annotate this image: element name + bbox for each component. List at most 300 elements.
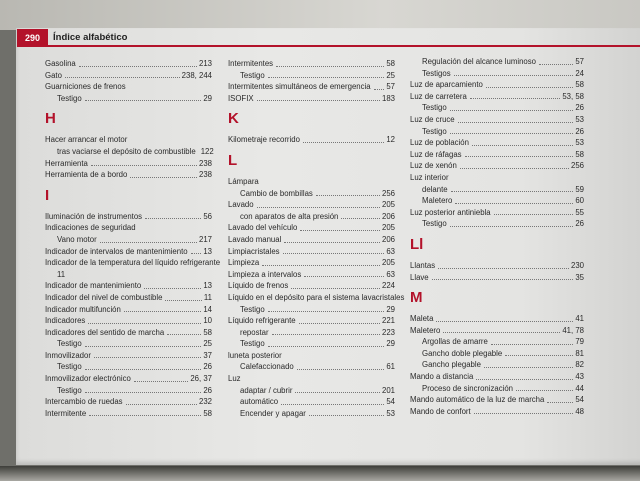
entry-page: 13: [203, 246, 212, 256]
entry-page: 122: [200, 146, 214, 156]
index-entry: [228, 269, 395, 281]
dot-leader: [144, 280, 201, 289]
index-entry: [228, 211, 395, 223]
dot-leader: [443, 325, 560, 334]
dot-leader: [262, 176, 393, 185]
dot-leader: [470, 91, 561, 100]
index-entry: [228, 199, 395, 211]
entry-page: 53, 58: [562, 91, 584, 101]
entry-term: Maleta: [410, 314, 434, 324]
entry-page: 56: [203, 211, 212, 221]
dot-leader: [432, 272, 574, 281]
entry-term: Llave: [410, 272, 429, 282]
index-entry: [45, 292, 212, 304]
entry-term: Proceso de sincronización: [422, 383, 514, 393]
entry-page: 54: [386, 397, 395, 407]
index-entry: [410, 260, 584, 272]
entry-term: Testigo: [57, 385, 82, 395]
dot-leader: [65, 70, 180, 79]
entry-term: adaptar / cubrir: [240, 385, 293, 395]
index-entry: [410, 172, 584, 184]
dot-leader: [303, 134, 384, 143]
entry-page: 26: [575, 126, 584, 136]
entry-term: Calefaccionado: [240, 362, 294, 372]
index-entry: [45, 169, 212, 181]
entry-term: Mando a distancia: [410, 372, 474, 382]
entry-page: 29: [386, 304, 395, 314]
dot-leader: [88, 315, 201, 324]
entry-term: Indicador del nivel de combustible: [45, 292, 163, 302]
index-column-1: [45, 58, 221, 419]
entry-page: 53: [575, 138, 584, 148]
entry-term: Gancho doble plegable: [422, 348, 503, 358]
entry-term: Limpiacristales: [228, 246, 280, 256]
entry-page: 26, 37: [190, 374, 212, 384]
index-entry: [410, 68, 584, 80]
entry-term: Testigo: [57, 339, 82, 349]
entry-page: 41: [575, 314, 584, 324]
header-rule: [48, 45, 640, 47]
entry-term: Lavado del vehículo: [228, 223, 298, 233]
index-entry: [228, 81, 395, 93]
index-entry: [410, 160, 584, 172]
entry-term: Luz interior: [410, 172, 449, 182]
index-entry: [45, 338, 212, 350]
index-entry: [228, 176, 395, 188]
entry-term: Regulación del alcance luminoso: [422, 57, 536, 66]
entry-term: Maletero: [410, 325, 441, 335]
index-entry: [228, 361, 395, 373]
entry-term: Intercambio de ruedas: [45, 397, 123, 407]
index-entry: [45, 246, 212, 258]
dot-leader: [455, 195, 573, 204]
index-entry: [45, 385, 212, 397]
index-entry: [45, 58, 212, 70]
section-letter: K: [228, 110, 239, 128]
section-letter: H: [45, 110, 56, 128]
dot-leader: [472, 137, 573, 146]
entry-term: Lavado manual: [228, 234, 282, 244]
entry-page: 217: [198, 234, 212, 244]
entry-page: 205: [381, 258, 395, 268]
index-entry: [228, 246, 395, 258]
index-entry: [45, 158, 212, 170]
index-entry: [228, 304, 395, 316]
index-entry: [410, 102, 584, 114]
entry-term: Testigo: [240, 339, 265, 349]
entry-term: Testigos: [422, 68, 451, 78]
entry-term: automático: [240, 397, 279, 407]
entry-term: Mando automático de la luz de marcha: [410, 395, 545, 405]
dot-leader: [450, 218, 574, 227]
index-entry: [410, 195, 584, 207]
entry-page: 205: [381, 223, 395, 233]
dot-leader: [191, 246, 202, 255]
index-entry: [228, 396, 395, 408]
dot-leader: [486, 79, 573, 88]
entry-term: 11: [57, 269, 66, 279]
entry-term: Indicadores: [45, 316, 86, 326]
dot-leader: [505, 348, 573, 357]
entry-page: 79: [575, 337, 584, 347]
entry-term: Luz de población: [410, 138, 469, 148]
dot-leader: [126, 396, 197, 405]
index-entry: [45, 280, 212, 292]
entry-term: Limpieza: [228, 258, 260, 268]
entry-term: Gato: [45, 70, 62, 80]
dot-leader: [452, 172, 582, 181]
entry-term: delante: [422, 184, 448, 194]
entry-term: ISOFIX: [228, 93, 254, 103]
dot-leader: [244, 373, 393, 382]
index-entry: [228, 408, 395, 420]
index-entry: [410, 313, 584, 325]
index-entry: [45, 146, 212, 158]
index-entry: [228, 292, 405, 304]
entry-term: con aparatos de alta presión: [240, 211, 339, 221]
index-entry: [45, 396, 212, 408]
entry-term: Guarniciones de frenos: [45, 82, 126, 92]
index-entry: [228, 373, 395, 385]
index-entry: [228, 385, 395, 397]
entry-page: 60: [575, 196, 584, 206]
entry-page: 224: [381, 281, 395, 291]
entry-page: 26: [575, 219, 584, 229]
entry-term: Lámpara: [228, 176, 259, 186]
entry-page: 26: [203, 385, 212, 395]
entry-page: 13: [203, 281, 212, 291]
entry-page: 41, 78: [562, 325, 584, 335]
dot-leader: [484, 359, 573, 368]
entry-term: Maletero: [422, 196, 453, 206]
index-column-3: [410, 56, 584, 417]
entry-page: 53: [386, 408, 395, 418]
entry-page: 29: [203, 93, 212, 103]
entry-page: 61: [386, 362, 395, 372]
entry-term: Lavado: [228, 200, 254, 210]
entry-page: 57: [575, 57, 584, 66]
index-entry: [228, 280, 395, 292]
entry-term: Luz de ráfagas: [410, 149, 462, 159]
index-entry: [410, 348, 584, 360]
entry-page: 206: [381, 234, 395, 244]
entry-page: 25: [386, 70, 395, 80]
dot-leader: [454, 68, 574, 77]
index-entry: [45, 93, 212, 105]
dot-leader: [94, 350, 201, 359]
entry-term: Encender y apagar: [240, 408, 306, 418]
index-entry: [228, 134, 395, 146]
dot-leader: [474, 406, 574, 415]
dot-leader: [491, 336, 573, 345]
entry-term: tras vaciarse el depósito de combustible: [57, 146, 196, 156]
dot-leader: [450, 102, 574, 111]
dot-leader: [268, 304, 385, 313]
dot-leader: [436, 313, 573, 322]
entry-page: 26: [575, 103, 584, 113]
index-column-2: [228, 58, 405, 419]
entry-page: 232: [198, 397, 212, 407]
dot-leader: [262, 257, 380, 266]
page-title: Índice alfabético: [53, 32, 128, 43]
dot-leader: [547, 394, 573, 403]
index-entry: [410, 114, 584, 126]
index-entry: [228, 257, 395, 269]
dot-leader: [257, 199, 380, 208]
entry-term: Líquido refrigerante: [228, 316, 296, 326]
entry-page: 223: [381, 327, 395, 337]
entry-page: 230: [570, 260, 584, 270]
dot-leader: [476, 371, 573, 380]
index-entry: [228, 188, 395, 200]
index-entry: [410, 137, 584, 149]
index-entry: [45, 70, 212, 82]
index-entry: [45, 304, 212, 316]
entry-term: Luz posterior antiniebla: [410, 207, 491, 217]
index-entry: [410, 126, 584, 138]
entry-page: 14: [203, 304, 212, 314]
dot-leader: [291, 280, 380, 289]
section-letter: L: [228, 151, 238, 169]
dot-leader: [300, 222, 380, 231]
index-entry: [45, 81, 212, 93]
entry-term: Testigo: [422, 126, 447, 136]
entry-page: 238, 244: [181, 70, 212, 80]
dot-leader: [460, 160, 569, 169]
dot-leader: [438, 260, 569, 269]
entry-term: Intermitentes simultáneos de emergencia: [228, 82, 371, 92]
dot-leader: [297, 361, 385, 370]
entry-term: Cambio de bombillas: [240, 188, 313, 198]
entry-term: Hacer arrancar el motor: [45, 135, 128, 145]
dot-leader: [130, 134, 210, 143]
table-surface: [0, 466, 640, 481]
page-number: 290: [17, 29, 48, 47]
entry-term: Testigo: [422, 219, 447, 229]
dot-leader: [316, 188, 380, 197]
entry-page: 57: [386, 82, 395, 92]
entry-term: Inmovilizador: [45, 350, 91, 360]
entry-page: 213: [198, 59, 212, 68]
section-letter: Ll: [410, 235, 424, 253]
entry-term: Líquido de frenos: [228, 281, 289, 291]
index-entry: [410, 207, 584, 219]
index-entry: [45, 134, 212, 146]
entry-term: Testigo: [57, 93, 82, 103]
index-entry: [45, 350, 212, 362]
entry-term: Líquido en el depósito para el sistema lavacristales: [228, 292, 405, 302]
entry-term: Limpieza a intervalos: [228, 269, 302, 279]
entry-page: 48: [575, 406, 584, 416]
entry-page: 11: [203, 292, 212, 302]
dot-leader: [85, 361, 202, 370]
index-entry: [45, 327, 212, 339]
entry-page: 43: [575, 372, 584, 382]
entry-term: Luz de carretera: [410, 91, 467, 101]
dot-leader: [281, 396, 384, 405]
entry-page: 206: [381, 211, 395, 221]
index-entry: [410, 91, 584, 103]
entry-page: 37: [203, 350, 212, 360]
dot-leader: [494, 207, 574, 216]
dot-leader: [134, 373, 189, 382]
entry-term: Gasolina: [45, 59, 76, 68]
dot-leader: [272, 327, 380, 336]
entry-page: 54: [575, 395, 584, 405]
section-letter: M: [410, 289, 423, 307]
dot-leader: [145, 211, 201, 220]
dot-leader: [268, 70, 385, 79]
dot-leader: [465, 149, 574, 158]
index-entry: [410, 371, 584, 383]
index-entry: [45, 211, 212, 223]
index-entry: [45, 222, 212, 234]
entry-term: Luz de xenón: [410, 161, 457, 171]
dot-leader: [539, 56, 573, 65]
entry-page: 12: [386, 135, 395, 145]
entry-term: Testigo: [57, 362, 82, 372]
entry-page: 59: [575, 184, 584, 194]
entry-page: 238: [198, 170, 212, 180]
entry-term: Luz de cruce: [410, 114, 455, 124]
entry-page: 256: [570, 161, 584, 171]
entry-page: 26: [203, 362, 212, 372]
entry-term: luneta posterior: [228, 350, 282, 360]
entry-term: Vano motor: [57, 234, 97, 244]
index-entry: [228, 222, 395, 234]
entry-term: Indicaciones de seguridad: [45, 223, 136, 233]
entry-page: 81: [575, 348, 584, 358]
dot-leader: [299, 315, 380, 324]
index-entry: [410, 336, 584, 348]
entry-term: Argollas de amarre: [422, 337, 488, 347]
index-entry: [410, 359, 584, 371]
dot-leader: [68, 269, 210, 278]
entry-term: Inmovilizador electrónico: [45, 374, 131, 384]
dot-leader: [374, 81, 385, 90]
entry-page: 201: [381, 385, 395, 395]
entry-page: 256: [381, 188, 395, 198]
entry-page: 55: [575, 207, 584, 217]
dot-leader: [276, 58, 384, 67]
index-entry: [228, 70, 395, 82]
dot-leader: [257, 93, 380, 102]
entry-page: 58: [575, 149, 584, 159]
entry-page: 58: [203, 408, 212, 418]
index-entry: [45, 269, 212, 281]
entry-page: 238: [198, 158, 212, 168]
dot-leader: [309, 408, 384, 417]
index-entry: [45, 408, 212, 420]
entry-page: 82: [575, 360, 584, 370]
entry-term: Herramienta de a bordo: [45, 170, 128, 180]
dot-leader: [458, 114, 574, 123]
index-entry: [228, 327, 395, 339]
dot-leader: [129, 81, 210, 90]
entry-page: 35: [575, 272, 584, 282]
entry-page: 58: [203, 327, 212, 337]
section-letter: I: [45, 186, 50, 204]
dot-leader: [130, 169, 197, 178]
index-entry: [410, 218, 584, 230]
dot-leader: [139, 222, 210, 231]
index-entry: [45, 361, 212, 373]
entry-page: 44: [575, 383, 584, 393]
index-entry: [410, 272, 584, 284]
entry-page: 29: [386, 339, 395, 349]
index-entry: [228, 93, 395, 105]
index-entry: [45, 234, 212, 246]
entry-term: Gancho plegable: [422, 360, 481, 370]
background: [0, 0, 640, 30]
index-entry: [45, 373, 212, 385]
dot-leader: [285, 350, 393, 359]
index-entry: [410, 184, 584, 196]
entry-term: Testigo: [422, 103, 447, 113]
entry-page: 25: [203, 339, 212, 349]
index-entry: [45, 315, 212, 327]
dot-leader: [89, 408, 201, 417]
entry-term: Luz: [228, 374, 241, 384]
entry-page: 183: [381, 93, 395, 103]
dot-leader: [85, 385, 202, 394]
entry-term: Indicador de mantenimiento: [45, 281, 142, 291]
entry-term: Intermitente: [45, 408, 87, 418]
entry-term: Iluminación de instrumentos: [45, 211, 143, 221]
entry-term: Indicador de la temperatura del líquido refrigerante: [45, 258, 221, 268]
entry-term: Luz de aparcamiento: [410, 80, 483, 90]
entry-term: Testigo: [240, 304, 265, 314]
dot-leader: [284, 234, 380, 243]
dot-leader: [91, 158, 197, 167]
index-entry: [410, 325, 584, 337]
entry-term: Kilometraje recorrido: [228, 135, 300, 145]
index-entry: [410, 394, 584, 406]
dot-leader: [124, 304, 201, 313]
entry-term: Indicador multifunción: [45, 304, 121, 314]
index-entry: [228, 338, 395, 350]
dot-leader: [167, 327, 201, 336]
index-entry: [228, 350, 395, 362]
index-entry: [410, 406, 584, 418]
entry-term: Mando de confort: [410, 406, 471, 416]
dot-leader: [516, 383, 573, 392]
entry-page: 53: [575, 114, 584, 124]
entry-term: Herramienta: [45, 158, 88, 168]
entry-page: 63: [386, 269, 395, 279]
dot-leader: [268, 338, 385, 347]
entry-page: 58: [575, 80, 584, 90]
entry-page: 205: [381, 200, 395, 210]
entry-term: Llantas: [410, 260, 436, 270]
index-entry: [410, 56, 584, 68]
index-entry: [410, 383, 584, 395]
dot-leader: [304, 269, 384, 278]
dot-leader: [85, 338, 202, 347]
entry-page: 24: [575, 68, 584, 78]
entry-page: 221: [381, 316, 395, 326]
index-entry: [45, 257, 221, 269]
index-entry: [228, 58, 395, 70]
index-entry: [410, 79, 584, 91]
entry-page: 63: [386, 246, 395, 256]
entry-term: repostar: [240, 327, 269, 337]
entry-term: Testigo: [240, 70, 265, 80]
entry-term: Indicadores del sentido de marcha: [45, 327, 165, 337]
dot-leader: [100, 234, 197, 243]
dot-leader: [165, 292, 201, 301]
entry-term: Intermitentes: [228, 59, 274, 68]
